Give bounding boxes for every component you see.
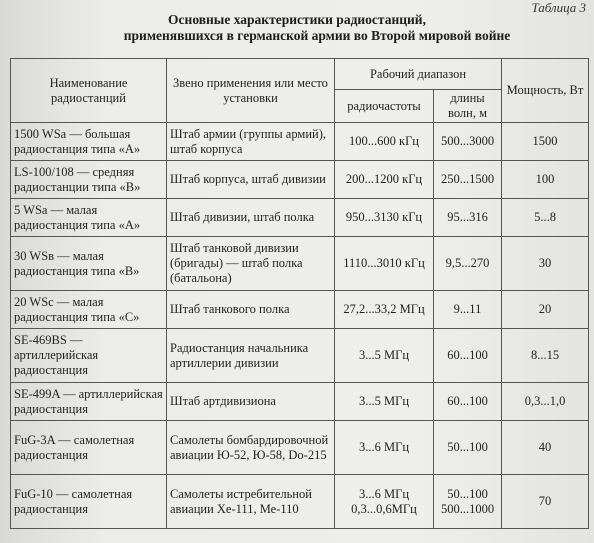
table-row: [11, 199, 589, 237]
row-name: FuG-3A — самолетная радиостанция: [11, 421, 167, 475]
row-frequency: 27,2...33,2 МГц: [335, 291, 434, 329]
table-row: [11, 123, 589, 161]
row-wavelength: 60...100: [434, 329, 502, 383]
row-name: 5 WSa — малая радиостанция типа «А»: [11, 199, 167, 237]
table-row: [11, 237, 589, 291]
header-unit: Звено применения или место установки: [167, 59, 335, 123]
row-power: 70: [502, 475, 589, 529]
row-power: 40: [502, 421, 589, 475]
row-wavelength: 500...3000: [434, 123, 502, 161]
row-unit: Самолеты истребительной авиации Хе-111, Ме-110: [167, 475, 335, 529]
row-power: 1500: [502, 123, 589, 161]
row-frequency: 1110...3010 кГц: [335, 237, 434, 291]
row-unit: Штаб танковой дивизии (бригады) — штаб полка (батальона): [167, 237, 335, 291]
header-name: Наименование радиостанций: [11, 59, 167, 123]
table-row: [11, 291, 589, 329]
row-unit: Штаб дивизии, штаб полка: [167, 199, 335, 237]
row-frequency: 200...1200 кГц: [335, 161, 434, 199]
row-wavelength-primary: 50...100: [447, 486, 488, 501]
table-row: [11, 475, 589, 529]
row-frequency: [335, 475, 434, 529]
row-frequency: 3...6 МГц: [335, 421, 434, 475]
row-wavelength: 60...100: [434, 383, 502, 421]
row-wavelength: 95...316: [434, 199, 502, 237]
row-name: LS-100/108 — средняя радиостанции типа «В»: [11, 161, 167, 199]
row-unit: Штаб армии (группы армий), штаб корпуса: [167, 123, 335, 161]
row-frequency-secondary: 0,3...0,6МГц: [351, 501, 417, 516]
row-wavelength: 9,5...270: [434, 237, 502, 291]
row-unit: Штаб корпуса, штаб дивизии: [167, 161, 335, 199]
table-header-row: [11, 59, 589, 90]
header-power: Мощность, Вт: [502, 59, 589, 123]
row-power: 30: [502, 237, 589, 291]
row-power: 100: [502, 161, 589, 199]
row-power: 8...15: [502, 329, 589, 383]
table-number-label: Таблица 3: [531, 0, 586, 15]
row-frequency-primary: 3...6 МГц: [358, 486, 410, 501]
row-power: 20: [502, 291, 589, 329]
row-frequency: 3...5 МГц: [335, 329, 434, 383]
table-row: [11, 421, 589, 475]
row-unit: Штаб артдивизиона: [167, 383, 335, 421]
row-name: SE-499A — артиллерийская радиостанция: [11, 383, 167, 421]
row-wavelength: 250...1500: [434, 161, 502, 199]
row-wavelength-secondary: 500...1000: [440, 501, 495, 516]
row-power: 0,3...1,0: [502, 383, 589, 421]
row-unit: Самолеты бомбардировочной авиации Ю-52, Ю-58, Do-215: [167, 421, 335, 475]
table-row: [11, 383, 589, 421]
row-frequency: 3...5 МГц: [335, 383, 434, 421]
row-wavelength: 9...11: [434, 291, 502, 329]
header-range: Рабочий диапазон: [335, 59, 502, 90]
row-frequency: 100...600 кГц: [335, 123, 434, 161]
table-row: [11, 161, 589, 199]
table-row: [11, 329, 589, 383]
row-wavelength: [434, 475, 502, 529]
row-name: FuG-10 — самолетная радиостанция: [11, 475, 167, 529]
row-power: 5...8: [502, 199, 589, 237]
row-wavelength: 50...100: [434, 421, 502, 475]
row-name: 1500 WSa — большая радиостанция типа «А»: [11, 123, 167, 161]
row-unit: Радиостанция начальника артиллерии дивизии: [167, 329, 335, 383]
row-unit: Штаб танкового полка: [167, 291, 335, 329]
row-name: SE-469BS — артиллерийская радиостанция: [11, 329, 167, 383]
header-wavelength: длины волн, м: [434, 90, 502, 123]
table-title-line-1: Основные характеристики радиостанций,: [168, 12, 426, 27]
table-title-line-2: применявшихся в германской армии во Второй мировой войне: [123, 28, 511, 43]
row-name: 20 WSc — малая радиостанция типа «С»: [11, 291, 167, 329]
row-frequency: 950...3130 кГц: [335, 199, 434, 237]
radio-stations-table: [10, 58, 589, 529]
row-name: 30 WSв — малая радиостанция типа «В»: [11, 237, 167, 291]
header-frequency: радиочастоты: [335, 90, 434, 123]
